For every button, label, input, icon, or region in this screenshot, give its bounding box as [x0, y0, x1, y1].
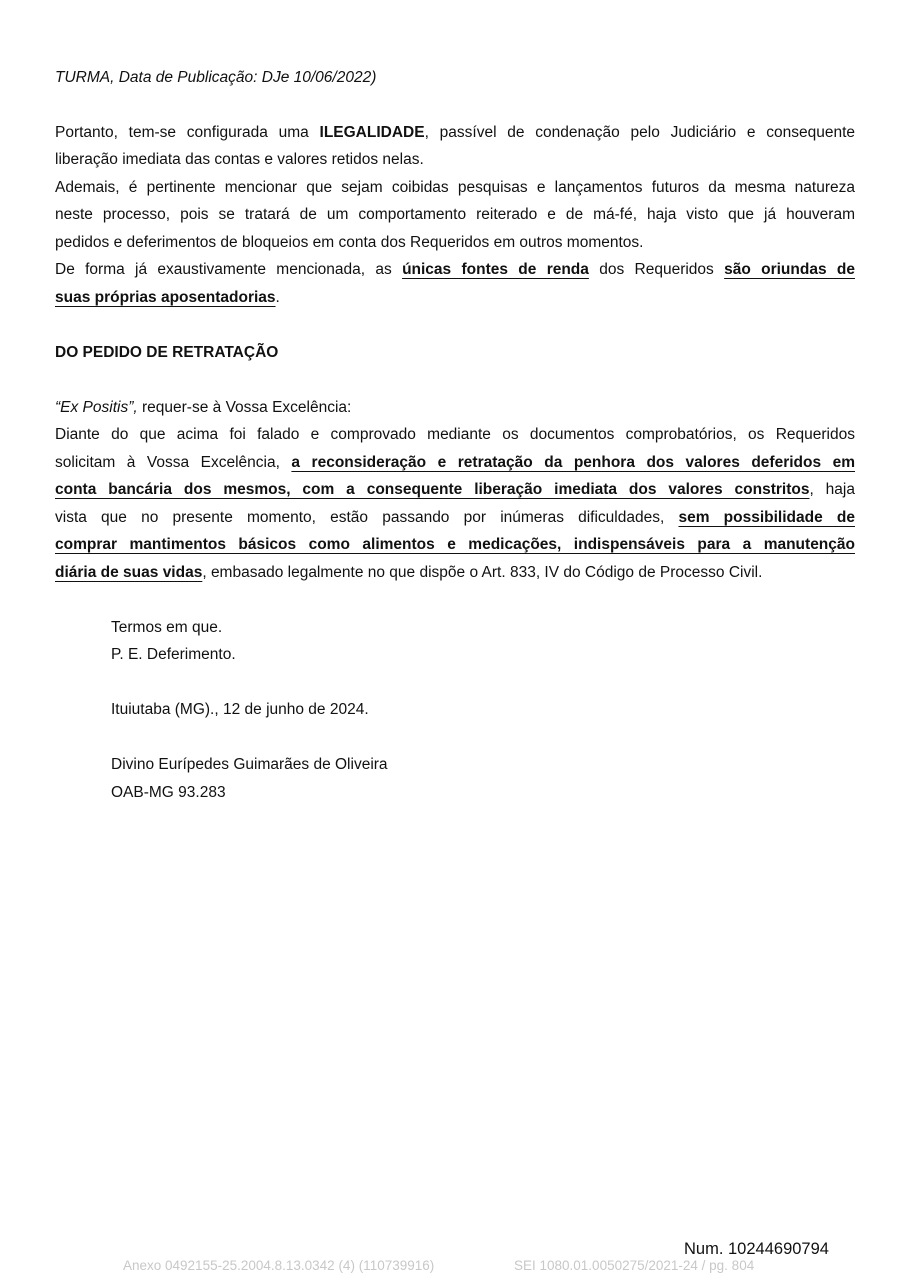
paragraph-3-line-2: suas próprias aposentadorias.	[55, 289, 280, 306]
no-possibility-underlined: sem possibilidade de	[678, 509, 855, 526]
section-heading: DO PEDIDO DE RETRATAÇÃO	[55, 344, 279, 361]
paragraph-1-line-2: liberação imediata das contas e valores retidos nelas.	[55, 151, 424, 168]
income-sources-underlined: únicas fontes de renda	[402, 261, 589, 278]
paragraph-5-line-3: conta bancária dos mesmos, com a consequente liberação imediata dos valores constritos, haja	[55, 481, 855, 498]
paragraph-1-line-1: Portanto, tem-se configurada uma ILEGALIDADE, passível de condenação pelo Judiciário e consequente	[55, 124, 856, 141]
annex-watermark: Anexo 0492155-25.2004.8.13.0342 (4) (110739916)	[123, 1258, 435, 1273]
supplies-underlined: comprar mantimentos básicos como alimentos e medicações, indispensáveis para a manutenção	[55, 536, 855, 553]
sei-watermark: SEI 1080.01.0050275/2021-24 / pg. 804	[514, 1258, 755, 1273]
document-number: Num. 10244690794	[684, 1240, 829, 1258]
signatory-name: Divino Eurípedes Guimarães de Oliveira	[111, 756, 388, 773]
reconsideration-underlined: a reconsideração e retratação da penhora dos valores deferidos em	[291, 454, 855, 471]
paragraph-4: “Ex Positis”, requer-se à Vossa Excelência:	[55, 399, 352, 416]
release-underlined: conta bancária dos mesmos, com a consequente liberação imediata dos valores constritos	[55, 481, 810, 498]
closing-deferment: P. E. Deferimento.	[111, 646, 236, 663]
origin-underlined: são oriundas de	[724, 261, 855, 278]
citation-line	[55, 68, 855, 95]
paragraph-5-line-6: diária de suas vidas, embasado legalmente no que dispõe o Art. 833, IV do Código de Processo Civil.	[55, 564, 763, 581]
paragraph-2-line-1: Ademais, é pertinente mencionar que sejam coibidas pesquisas e lançamentos futuros da mesma natureza	[55, 179, 855, 196]
daily-lives-underlined: diária de suas vidas	[55, 564, 203, 581]
paragraph-5-line-1: Diante do que acima foi falado e comprovado mediante os documentos comprobatórios, os Requeridos	[55, 426, 855, 443]
closing-date: Ituiutaba (MG)., 12 de junho de 2024.	[111, 701, 369, 718]
paragraph-2-line-3: pedidos e deferimentos de bloqueios em conta dos Requeridos em outros momentos.	[55, 234, 644, 251]
pensions-underlined: suas próprias aposentadorias	[55, 289, 276, 306]
paragraph-5-line-5	[55, 535, 855, 562]
paragraph-5-line-4: vista que no presente momento, estão passando por inúmeras dificuldades, sem possibilidade de	[55, 509, 855, 526]
closing-terms: Termos em que.	[111, 619, 223, 636]
paragraph-5-line-2: solicitam à Vossa Excelência, a reconsideração e retratação da penhora dos valores deferidos em	[55, 454, 855, 471]
paragraph-3-line-1: De forma já exaustivamente mencionada, as únicas fontes de renda dos Requeridos são oriundas de	[55, 261, 855, 278]
paragraph-2-line-2: neste processo, pois se tratará de um comportamento reiterado e de má-fé, haja visto que já houveram	[55, 206, 855, 223]
signatory-oab: OAB-MG 93.283	[111, 784, 226, 801]
ilegalidade-bold: ILEGALIDADE	[319, 124, 425, 141]
citation-text: TURMA, Data de Publicação: DJe 10/06/2022)	[55, 69, 377, 86]
